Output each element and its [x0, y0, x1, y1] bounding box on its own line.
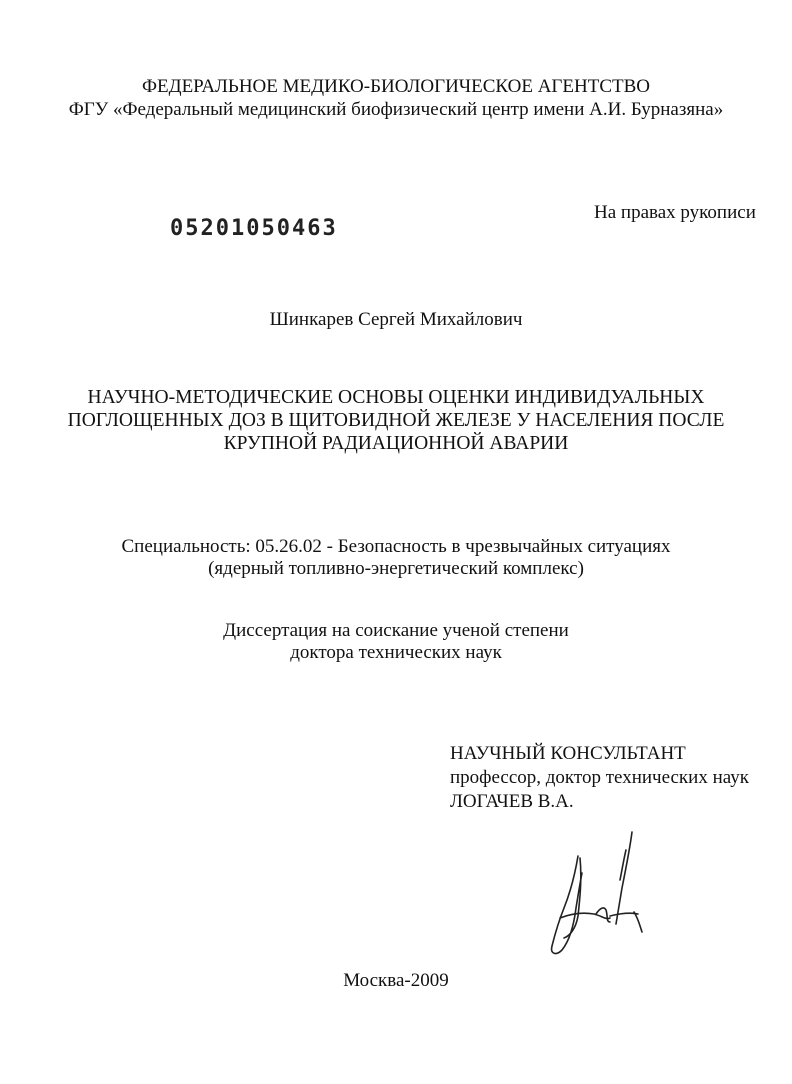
specialty-line: Специальность: 05.26.02 - Безопасность в чрезвычайных ситуациях: [121, 536, 671, 557]
title-line: КРУПНОЙ РАДИАЦИОННОЙ АВАРИИ: [223, 433, 569, 454]
catalog-code: 05201050463: [170, 216, 338, 241]
specialty-subline: (ядерный топливно-энергетический комплекс): [208, 558, 584, 579]
degree-line: Диссертация на соискание ученой степени: [223, 620, 569, 641]
degree-subline: доктора технических наук: [290, 642, 502, 663]
agency-name: ФЕДЕРАЛЬНОЕ МЕДИКО-БИОЛОГИЧЕСКОЕ АГЕНТСТВО: [142, 76, 650, 97]
place-year: Москва-2009: [343, 970, 449, 991]
consultant-block: [450, 742, 749, 814]
consultant-heading: НАУЧНЫЙ КОНСУЛЬТАНТ: [450, 743, 686, 764]
institution-name: ФГУ «Федеральный медицинский биофизический центр имени А.И. Бурназяна»: [68, 99, 724, 120]
author-name: Шинкарев Сергей Михайлович: [269, 309, 523, 330]
title-line: НАУЧНО-МЕТОДИЧЕСКИЕ ОСНОВЫ ОЦЕНКИ ИНДИВИДУАЛЬНЫХ: [87, 387, 705, 408]
consultant-position: профессор, доктор технических наук: [450, 767, 749, 788]
rights-note: На правах рукописи: [594, 202, 756, 223]
title-line: ПОГЛОЩЕННЫХ ДОЗ В ЩИТОВИДНОЙ ЖЕЛЕЗЕ У НАСЕЛЕНИЯ ПОСЛЕ: [67, 410, 725, 431]
consultant-name: ЛОГАЧЕВ В.А.: [450, 791, 574, 812]
signature-image: [540, 828, 650, 963]
